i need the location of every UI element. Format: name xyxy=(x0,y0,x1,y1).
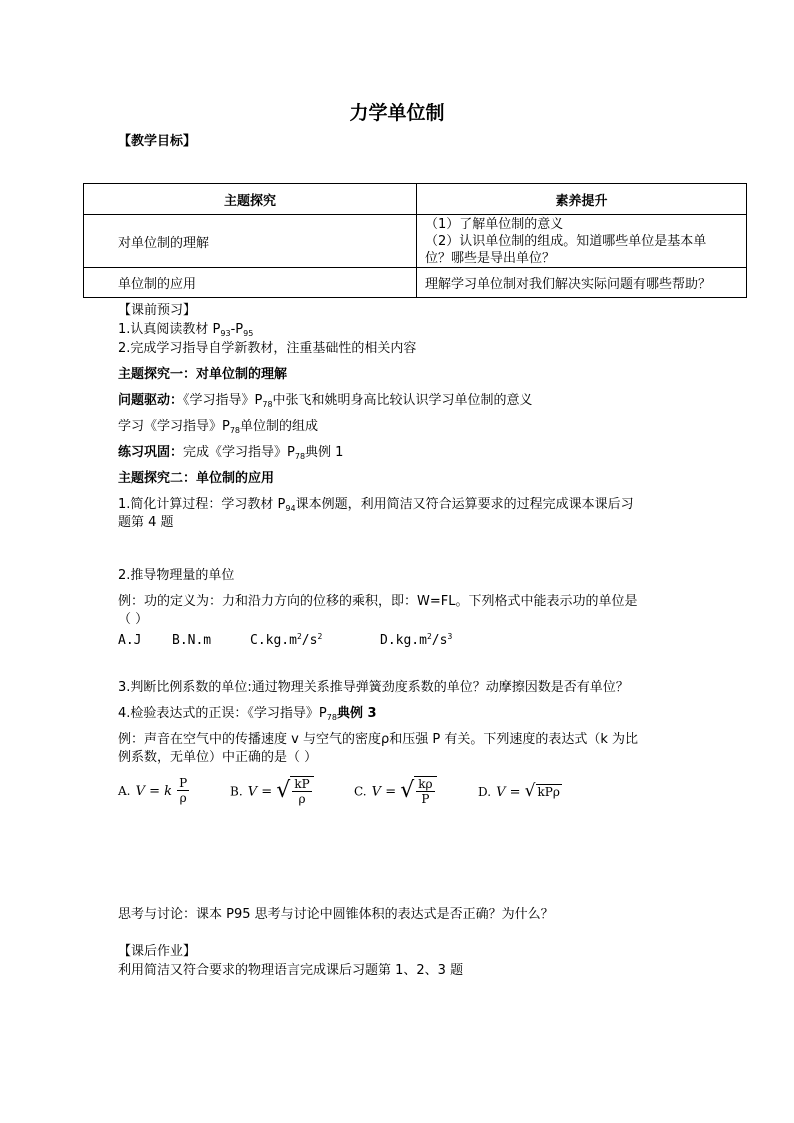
preview-item-1 xyxy=(118,322,253,338)
topic2-item-3: 3.判断比例系数的单位:通过物理关系推导弹簧劲度系数的单位？动摩擦因数是否有单位？ xyxy=(118,680,629,695)
label: 练习巩固： xyxy=(118,445,184,460)
formula-lhs: V = k xyxy=(135,784,173,799)
formula-lhs: V = xyxy=(247,784,277,800)
fraction xyxy=(416,777,434,806)
objectives-table xyxy=(83,183,747,298)
preview-item-2: 2.完成学习指导自学新教材，注重基础性的相关内容 xyxy=(118,341,417,356)
formula-lhs: V = xyxy=(371,784,401,800)
subscript: 94 xyxy=(285,504,296,513)
table-header-goal: 素养提升 xyxy=(417,184,747,215)
subscript: 78 xyxy=(294,452,306,461)
table-cell-topic: 单位制的应用 xyxy=(84,268,417,298)
fraction xyxy=(177,776,189,805)
superscript: 2 xyxy=(296,632,302,641)
text: -P xyxy=(230,322,244,337)
option-label: C. xyxy=(354,784,367,799)
topic2-heading: 主题探究二：单位制的应用 xyxy=(118,471,275,486)
formula-option-c xyxy=(354,776,437,806)
text: 典例 1 xyxy=(305,445,344,460)
formula-option-b xyxy=(230,776,314,806)
example-2-line-1: 例：声音在空气中的传播速度 v 与空气的密度ρ和压强 P 有关。下列速度的表达式（k 为比 xyxy=(118,732,638,747)
text: D.kg.m xyxy=(380,633,427,648)
text: 单位制的组成 xyxy=(240,419,319,434)
homework-text: 利用简洁又符合要求的物理语言完成课后习题第 1、2、3 题 xyxy=(118,963,464,978)
option-label: B. xyxy=(230,784,243,799)
goal-line: 位？哪些是导出单位？ xyxy=(425,250,556,266)
objectives-heading: 【教学目标】 xyxy=(118,134,197,149)
topic1-study xyxy=(118,419,318,435)
formula-option-a xyxy=(118,776,189,805)
numerator: P xyxy=(179,776,188,790)
text: 典例 3 xyxy=(336,706,377,721)
square-root xyxy=(525,783,562,800)
option-label: D. xyxy=(478,785,492,799)
subscript: 78 xyxy=(262,400,273,409)
radical-sign: √ xyxy=(400,778,415,803)
page-title: 力学单位制 xyxy=(349,102,445,124)
table-row xyxy=(84,215,747,268)
text: /s xyxy=(301,633,318,648)
table-cell-goal: 理解学习单位制对我们解决实际问题有哪些帮助？ xyxy=(417,268,747,298)
text: 1.简化计算过程：学习教材 P xyxy=(118,497,286,512)
superscript: 3 xyxy=(447,632,453,641)
table-cell-topic: 对单位制的理解 xyxy=(84,215,417,268)
example-1-line-2: （ ） xyxy=(118,612,149,627)
topic2-item-1-line-2: 题第 4 题 xyxy=(118,515,174,530)
topic1-question xyxy=(118,393,533,409)
option-a: A.J xyxy=(118,633,142,648)
denominator: ρ xyxy=(298,792,306,806)
homework-heading: 【课后作业】 xyxy=(118,944,197,959)
table-cell-goal xyxy=(417,215,747,268)
table-header-topic: 主题探究 xyxy=(84,184,417,215)
formula-option-d xyxy=(478,781,562,800)
square-root xyxy=(276,776,313,806)
topic1-practice xyxy=(118,445,343,461)
fraction xyxy=(292,777,311,806)
subscript: 78 xyxy=(326,713,337,722)
superscript: 2 xyxy=(426,632,432,641)
table-header-row xyxy=(84,184,747,215)
denominator: ρ xyxy=(179,791,187,805)
text: 学习《学习指导》P xyxy=(118,419,230,434)
subscript: 93 xyxy=(220,329,231,338)
text: 4.检验表达式的正误：《学习指导》P xyxy=(118,706,327,721)
radical-sign: √ xyxy=(276,778,291,803)
numerator: kρ xyxy=(418,777,433,791)
discussion-text: 思考与讨论：课本 P95 思考与讨论中圆锥体积的表达式是否正确？为什么？ xyxy=(118,907,554,922)
text: 《学习指导》P xyxy=(183,393,263,408)
topic2-item-2: 2.推导物理量的单位 xyxy=(118,568,235,583)
goal-line: （1）了解单位制的意义 xyxy=(425,216,564,232)
square-root xyxy=(400,776,436,806)
denominator: P xyxy=(421,792,430,806)
text: 完成《学习指导》P xyxy=(183,445,295,460)
text: 中张飞和姚明身高比较认识学习单位制的意义 xyxy=(272,393,533,408)
text: /s xyxy=(431,633,448,648)
radicand: kPρ xyxy=(537,785,560,799)
superscript: 2 xyxy=(317,632,323,641)
subscript: 78 xyxy=(229,426,241,435)
option-label: A. xyxy=(118,784,131,798)
subscript: 95 xyxy=(243,329,254,338)
goal-line: （2）认识单位制的组成。知道哪些单位是基本单 xyxy=(425,233,707,249)
option-b: B.N.m xyxy=(172,633,212,648)
topic1-heading: 主题探究一：对单位制的理解 xyxy=(118,367,288,382)
label: 问题驱动： xyxy=(118,393,184,408)
numerator: kP xyxy=(294,777,310,791)
example-2-line-2: 例系数，无单位）中正确的是（ ） xyxy=(118,750,318,765)
text: 1.认真阅读教材 P xyxy=(118,322,221,337)
text: C.kg.m xyxy=(250,633,297,648)
preview-heading: 【课前预习】 xyxy=(118,303,197,318)
radical-sign: √ xyxy=(524,781,536,801)
formula-lhs: V = xyxy=(496,785,525,800)
example-1-line-1: 例：功的定义为：力和沿力方向的位移的乘积，即：W=FL。下列格式中能表示功的单位是 xyxy=(118,594,638,609)
topic2-item-1-line-1 xyxy=(118,497,634,513)
option-c xyxy=(250,633,322,649)
topic2-item-4 xyxy=(118,706,377,722)
text: 课本例题，利用简洁又符合运算要求的过程完成课本课后习 xyxy=(295,497,634,512)
table-row xyxy=(84,268,747,298)
option-d xyxy=(380,633,452,649)
